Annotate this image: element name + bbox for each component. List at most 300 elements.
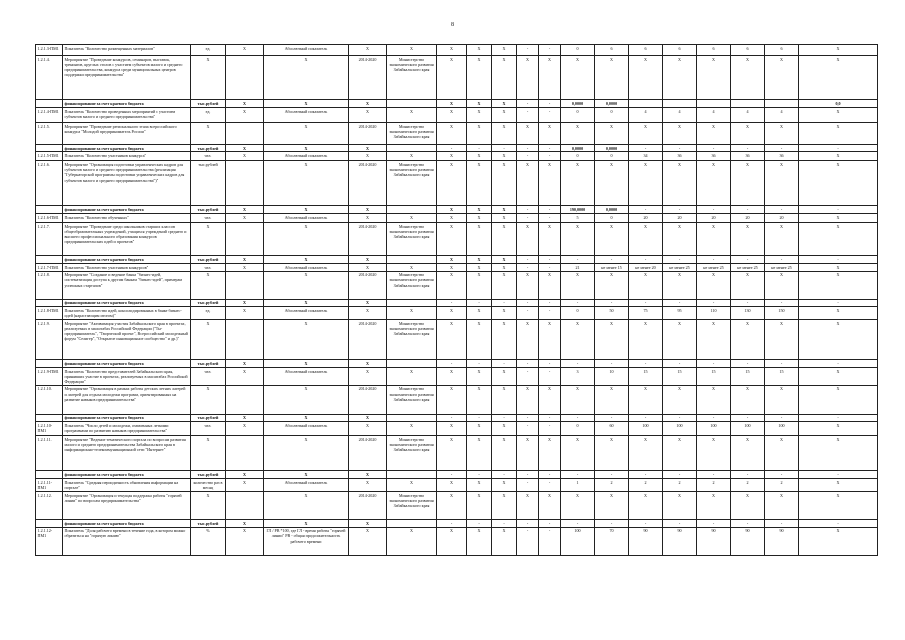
table-row-ind [36,214,878,223]
table-cell: X [731,436,765,471]
table-cell: X [467,320,492,360]
table-cell: 90 [663,527,697,555]
table-cell: Министерство экономического развития Забайкальского края [387,385,437,414]
row-code-cell: 1.2.1.7-ПМ1 [36,263,63,271]
table-cell: 75 [629,307,663,320]
table-row-ind [36,152,878,161]
table-cell: X [799,491,878,519]
table-cell: X [349,100,387,108]
table-cell: 20 [697,214,731,223]
table-cell: 6 [595,45,629,56]
table-cell: - [492,414,517,422]
table-cell: X [226,107,264,122]
table-cell: 0 [595,214,629,223]
table-cell: X [517,161,539,206]
table-cell: X [226,152,264,161]
table-cell: Абсолютный показатель [264,152,349,161]
table-cell: - [731,360,765,368]
table-cell: Министерство экономического развития Забайкальского края [387,271,437,299]
table-cell: - [539,519,561,527]
row-name-cell: Показатель "Число детей и молодежи, охваченных летними программами по развитию навыков предпринимательства" [63,422,191,436]
table-cell: X [349,107,387,122]
table-cell: - [697,360,731,368]
table-cell: X [697,491,731,519]
table-row-act [36,161,878,206]
table-cell: Абсолютный показатель [264,367,349,385]
row-code-cell: 1.2.1.12-ПМ1 [36,527,63,555]
table-cell: - [697,414,731,422]
table-cell: - [595,519,629,527]
table-cell: 6 [663,45,697,56]
table-cell: X [349,471,387,479]
row-code-cell: 1.2.1.11-ПМ1 [36,479,63,492]
row-code-cell [36,206,63,214]
table-cell: - [561,360,595,368]
table-cell: X [663,122,697,144]
table-cell: X [663,161,697,206]
table-cell: X [697,385,731,414]
table-row-fin [36,256,878,264]
table-cell: X [561,223,595,256]
table-cell: % [191,527,226,555]
table-cell: - [731,206,765,214]
table-cell: 2 [765,479,799,492]
table-cell: X [349,307,387,320]
table-cell: 21 [561,263,595,271]
table-cell: X [492,320,517,360]
table-cell: X [663,223,697,256]
table-cell: 2014-2020 [349,320,387,360]
table-cell: - [765,256,799,264]
table-cell: ед. [191,107,226,122]
row-name-cell: финансирование за счет краевого бюджета [63,144,191,152]
table-cell: X [467,100,492,108]
table-cell: 4 [697,107,731,122]
table-cell [387,471,437,479]
table-cell: - [731,471,765,479]
table-cell: X [437,479,467,492]
row-code-cell: 1.2.1.11. [36,436,63,471]
table-cell: - [467,299,492,307]
table-cell: X [731,161,765,206]
table-cell: X [629,436,663,471]
table-cell: - [539,367,561,385]
table-cell: X [467,527,492,555]
table-cell: ед. [191,307,226,320]
table-cell: - [437,414,467,422]
table-cell: X [467,56,492,100]
row-code-cell: 1.2.1.10. [36,385,63,414]
table-cell: 0,0000 [595,206,629,214]
table-cell: 70 [595,527,629,555]
table-cell: 34 [629,152,663,161]
table-cell: X [492,422,517,436]
table-cell: тыс.рублей [191,144,226,152]
table-cell: 0 [561,152,595,161]
table-cell: - [663,144,697,152]
table-cell: X [437,214,467,223]
table-cell: X [629,385,663,414]
table-cell: X [561,56,595,100]
table-cell: - [561,471,595,479]
table-cell: X [799,271,878,299]
row-code-cell: 1.2.1.8. [36,271,63,299]
table-cell: X [663,436,697,471]
table-cell: X [467,263,492,271]
table-row-ind [36,367,878,385]
table-cell: - [517,360,539,368]
table-row-act [36,122,878,144]
table-cell: X [765,122,799,144]
table-cell: X [663,271,697,299]
table-row-ind [36,422,878,436]
table-cell: - [595,360,629,368]
table-cell: X [349,256,387,264]
table-cell: X [226,367,264,385]
table-cell: X [349,144,387,152]
table-cell: X [595,385,629,414]
table-cell: - [697,206,731,214]
table-cell: X [467,152,492,161]
table-cell: X [191,320,226,360]
table-cell: X [191,223,226,256]
table-cell: 0,0000 [595,100,629,108]
row-code-cell: 1.2.1.3-ПМ1 [36,45,63,56]
table-cell: - [517,45,539,56]
table-cell: 6 [731,45,765,56]
table-cell: Министерство экономического развития Забайкальского края [387,56,437,100]
row-name-cell: Показатель "Количество идей, консолидированных в банке бизнес-идей (нарастающим итогом)" [63,307,191,320]
table-cell: X [595,56,629,100]
table-cell [387,519,437,527]
row-name-cell: Показатель "Количество участников конкурса" [63,152,191,161]
table-cell: - [765,299,799,307]
table-cell: 36 [697,152,731,161]
table-cell [663,100,697,108]
table-cell [226,122,264,144]
table-cell: X [561,436,595,471]
table-cell: - [765,360,799,368]
table-cell: X [437,367,467,385]
table-cell: 15 [697,367,731,385]
table-cell: 2014-2020 [349,271,387,299]
table-cell: 100 [697,422,731,436]
table-cell: - [629,360,663,368]
table-row-fin [36,471,878,479]
table-cell: X [387,263,437,271]
row-code-cell: 1.2.1.7. [36,223,63,256]
table-cell: 190,0000 [561,206,595,214]
table-cell: - [467,414,492,422]
table-cell: X [629,122,663,144]
table-cell: - [517,422,539,436]
table-cell: Абсолютный показатель [264,307,349,320]
table-cell: X [799,320,878,360]
table-cell: тыс.рублей [191,256,226,264]
table-row-fin [36,414,878,422]
table-cell: X [437,122,467,144]
table-cell: X [264,271,349,299]
table-cell: X [349,367,387,385]
table-cell: X [264,299,349,307]
table-cell: - [765,471,799,479]
row-name-cell: Мероприятие "Проведение регионального этапа всероссийского конкурса "Молодой предприниматель России" [63,122,191,144]
table-cell: Абсолютный показатель [264,263,349,271]
table-cell [387,299,437,307]
program-table [35,44,878,556]
table-cell [226,436,264,471]
table-cell: - [517,144,539,152]
table-cell: чел. [191,152,226,161]
table-cell: X [226,206,264,214]
table-cell: X [387,307,437,320]
row-name-cell: Показатель "Количество проведенных мероприятий с участием субъектов малого и среднего предпринимательства" [63,107,191,122]
table-cell: X [226,307,264,320]
table-cell: 20 [731,214,765,223]
table-cell: X [765,491,799,519]
table-cell: X [731,320,765,360]
table-cell: X [437,256,467,264]
table-cell: 100 [663,422,697,436]
table-cell: X [191,385,226,414]
table-cell: - [731,256,765,264]
table-cell: - [517,263,539,271]
table-cell: 4 [731,107,765,122]
table-cell: X [492,367,517,385]
table-cell: 4 [765,107,799,122]
table-cell: - [517,214,539,223]
table-cell: X [349,479,387,492]
table-cell: - [539,307,561,320]
table-cell: - [663,299,697,307]
table-cell: - [517,471,539,479]
row-code-cell [36,299,63,307]
table-cell: X [731,223,765,256]
table-cell: X [467,491,492,519]
table-cell [226,491,264,519]
table-cell: X [595,320,629,360]
table-cell: X [561,385,595,414]
table-cell: X [264,385,349,414]
table-cell: X [492,263,517,271]
table-row-act [36,56,878,100]
table-cell: X [349,299,387,307]
table-cell: 90 [629,527,663,555]
table-cell: X [517,122,539,144]
table-cell: 6 [765,45,799,56]
table-cell: X [264,56,349,100]
table-cell: 0,0000 [595,144,629,152]
table-cell [387,414,437,422]
table-cell: - [539,107,561,122]
table-cell: X [467,271,492,299]
table-cell: X [437,320,467,360]
row-code-cell: 1.2.1.6. [36,161,63,206]
table-row-act [36,436,878,471]
table-cell: - [595,414,629,422]
table-cell: 2 [595,479,629,492]
table-cell: X [437,422,467,436]
table-cell: X [561,161,595,206]
table-cell: X [595,271,629,299]
table-cell: X [492,479,517,492]
table-cell: - [663,360,697,368]
table-cell: X [437,307,467,320]
table-cell: X [467,214,492,223]
table-cell: X [765,161,799,206]
table-cell: X [663,56,697,100]
table-cell: X [437,385,467,414]
table-cell: X [697,223,731,256]
table-cell: чел. [191,422,226,436]
table-cell: - [539,414,561,422]
table-cell: X [492,491,517,519]
table-cell: - [437,471,467,479]
table-cell: 95 [663,307,697,320]
table-cell: X [349,414,387,422]
table-cell [387,100,437,108]
table-cell: X [629,271,663,299]
table-cell: X [437,45,467,56]
table-cell: - [467,360,492,368]
table-cell: - [731,299,765,307]
table-cell: X [387,479,437,492]
row-name-cell: финансирование за счет краевого бюджета [63,414,191,422]
row-code-cell [36,100,63,108]
table-cell: - [663,256,697,264]
row-name-cell: Показатель "Доля рабочего времени в течение года, в котором можно обратиться на "горячую линию" [63,527,191,555]
table-cell: - [539,422,561,436]
table-row-ind [36,527,878,555]
table-cell: - [517,414,539,422]
table-cell: X [492,436,517,471]
table-cell: X [467,223,492,256]
table-cell: 150 [765,307,799,320]
table-cell: - [437,519,467,527]
table-cell: X [226,360,264,368]
table-cell: - [539,256,561,264]
row-name-cell: финансирование за счет краевого бюджета [63,100,191,108]
table-cell: - [517,100,539,108]
table-cell: X [264,144,349,152]
table-cell: X [492,307,517,320]
table-cell: - [765,206,799,214]
table-cell: - [539,144,561,152]
table-cell [387,206,437,214]
table-cell: чел. [191,214,226,223]
table-cell: 2014-2020 [349,385,387,414]
table-cell: - [539,360,561,368]
table-cell: 15 [663,367,697,385]
table-cell: не менее 25 [663,263,697,271]
table-row-act [36,320,878,360]
table-cell: X [799,223,878,256]
table-cell: X [492,256,517,264]
table-cell: - [517,107,539,122]
table-cell: X [191,271,226,299]
table-cell: не менее 25 [765,263,799,271]
table-cell: - [799,414,878,422]
table-cell: X [799,367,878,385]
table-cell [226,223,264,256]
table-cell: X [467,256,492,264]
table-row-act [36,271,878,299]
table-cell: - [539,471,561,479]
table-cell: - [517,367,539,385]
table-cell: X [264,206,349,214]
table-cell: X [492,100,517,108]
table-cell: - [492,144,517,152]
table-cell: X [629,320,663,360]
table-cell: X [799,479,878,492]
table-cell: - [697,144,731,152]
table-cell: Абсолютный показатель [264,214,349,223]
row-code-cell: 1.2.1.8-ПМ1 [36,307,63,320]
table-cell: X [437,152,467,161]
table-cell: X [629,223,663,256]
row-name-cell: Мероприятие "Организация в рамках работы детских летних лагерей и лагерей для отдыха молодежи программ, ориентированных на развитие навыков предпринимательства" [63,385,191,414]
table-cell: X [731,491,765,519]
table-cell: X [467,206,492,214]
table-cell: X [264,471,349,479]
table-cell: X [539,271,561,299]
row-name-cell: финансирование за счет краевого бюджета [63,256,191,264]
table-cell: - [517,519,539,527]
table-cell: - [561,299,595,307]
table-cell: 0 [595,152,629,161]
table-cell: - [731,414,765,422]
table-cell: - [539,299,561,307]
table-cell: X [387,107,437,122]
table-cell: - [697,471,731,479]
table-cell: X [697,271,731,299]
table-cell: X [226,422,264,436]
table-cell: - [539,152,561,161]
table-cell: 0,0000 [561,100,595,108]
table-cell: X [467,161,492,206]
table-cell: X [264,256,349,264]
table-cell [226,161,264,206]
table-cell: 50 [595,307,629,320]
table-cell: X [191,491,226,519]
table-cell: X [264,519,349,527]
row-name-cell: Мероприятие "Создание и ведение банка "бизнес-идей, систематизация доступа к другим банкам "бизнес-идей", примерам успешных стартапов" [63,271,191,299]
table-cell: X [697,436,731,471]
table-cell: X [492,527,517,555]
table-cell: 20 [663,214,697,223]
table-cell: X [799,422,878,436]
table-cell: X [349,422,387,436]
table-cell: X [226,479,264,492]
table-cell: 2014-2020 [349,56,387,100]
table-cell: X [595,161,629,206]
table-cell: Абсолютный показатель [264,107,349,122]
table-cell: X [387,367,437,385]
table-cell: X [264,414,349,422]
table-cell: - [517,527,539,555]
table-cell: 2014-2020 [349,161,387,206]
table-cell: ГЛ / РВ *100, где ГЛ - время работы "горячей линии" РВ - общая продолжительность рабочего времени [264,527,349,555]
table-cell: X [799,56,878,100]
table-cell: - [799,206,878,214]
row-code-cell [36,414,63,422]
table-cell: - [629,144,663,152]
row-code-cell [36,256,63,264]
table-cell: X [264,122,349,144]
table-cell: X [765,271,799,299]
table-cell: - [595,471,629,479]
table-cell: X [226,471,264,479]
